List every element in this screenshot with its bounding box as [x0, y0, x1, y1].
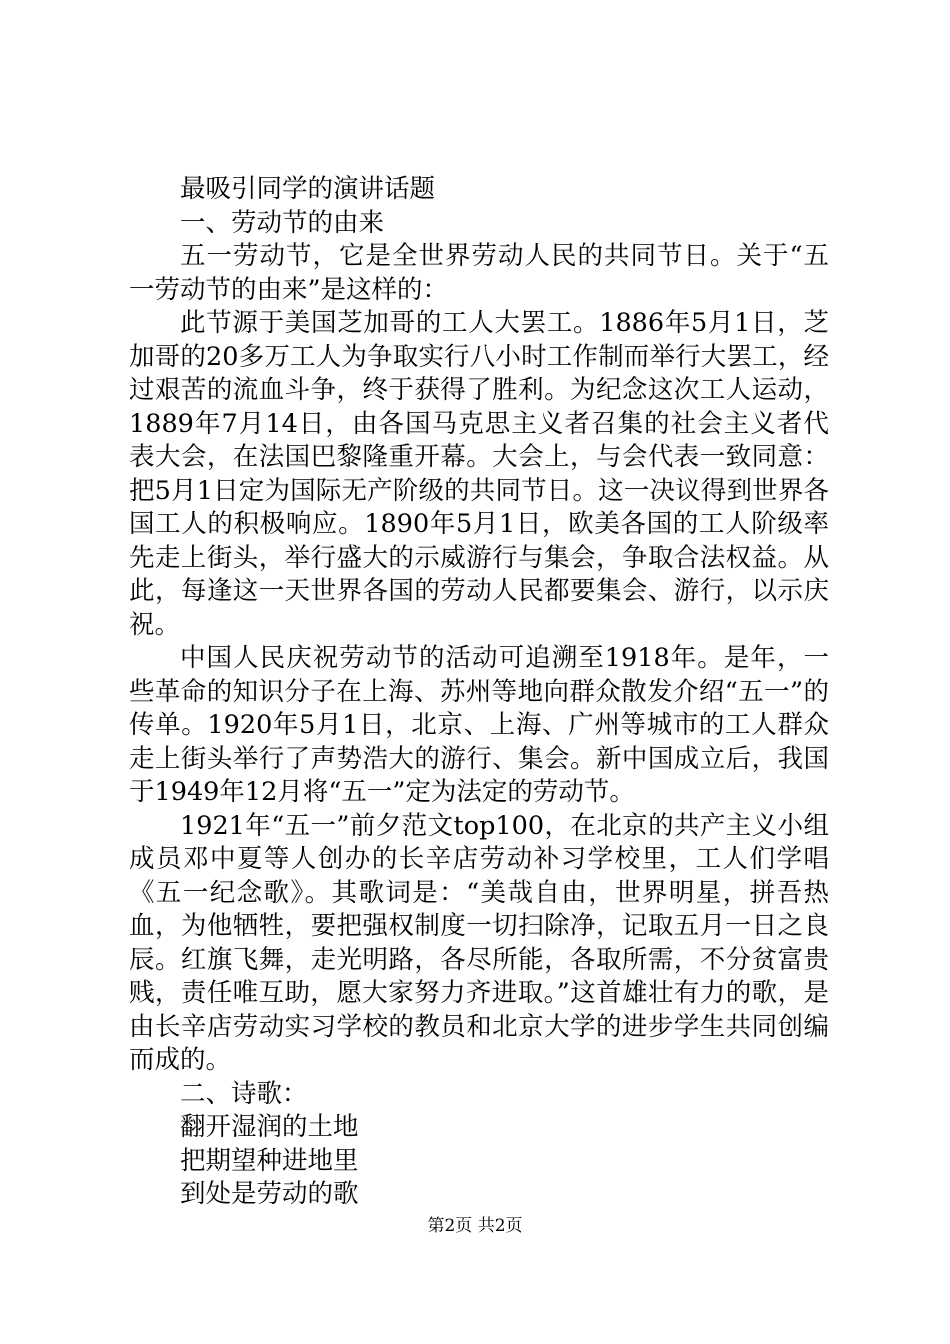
page-number: 第2页 共2页: [427, 1216, 523, 1236]
poem-line: 把期望种进地里: [180, 1145, 359, 1176]
section-heading-poem: 二、诗歌：: [180, 1078, 308, 1109]
paragraph-may-day-song: 1921年“五一”前夕范文top100，在北京的共产主义小组成员邓中夏等人创办的长辛店劳动补习学校里，工人们学唱《五一纪念歌》。其歌词是：“美哉自由，世界明星，拼吾热血，为他牺牲，要把强权制度一切扫除净，记取五月一日之良辰。红旗飞舞，走光明路，各尽所能，各取所需，不分贫富贵贱，责任唯互助，愿大家努力齐进取。”这首雄壮有力的歌，是由长辛店劳动实习学校的教员和北京大学的进步学生共同创编而成的。: [129, 810, 829, 1075]
poem-line: 到处是劳动的歌: [180, 1179, 359, 1209]
page-footer: [0, 1216, 950, 1236]
poem-line: 翻开湿润的土地: [180, 1112, 359, 1142]
document-title: 最吸引同学的演讲话题: [180, 174, 436, 204]
document-body: [129, 173, 829, 1212]
paragraph-intro: 五一劳动节，它是全世界劳动人民的共同节日。关于“五一劳动节的由来”是这样的：: [129, 241, 829, 305]
paragraph-chicago-strike: 此节源于美国芝加哥的工人大罢工。1886年5月1日，芝加哥的20多万工人为争取实行八小时工作制而举行大罢工，经过艰苦的流血斗争，终于获得了胜利。为纪念这次工人运动，1889年7月14日，由各国马克思主义者召集的社会主义者代表大会，在法国巴黎隆重开幕。大会上，与会代表一致同意：把5月1日定为国际无产阶级的共同节日。这一决议得到世界各国工人的积极响应。1890年5月1日，欧美各国的工人阶级率先走上街头，举行盛大的示威游行与集会，争取合法权益。从此，每逢这一天世界各国的劳动人民都要集会、游行，以示庆祝。: [129, 308, 829, 640]
section-heading-origin: 一、劳动节的由来: [180, 207, 385, 238]
paragraph-china-celebration: 中国人民庆祝劳动节的活动可追溯至1918年。是年，一些革命的知识分子在上海、苏州等地向群众散发介绍“五一”的传单。1920年5月1日，北京、上海、广州等城市的工人群众走上街头举行了声势浩大的游行、集会。新中国成立后，我国于1949年12月将“五一”定为法定的劳动节。: [129, 643, 829, 807]
